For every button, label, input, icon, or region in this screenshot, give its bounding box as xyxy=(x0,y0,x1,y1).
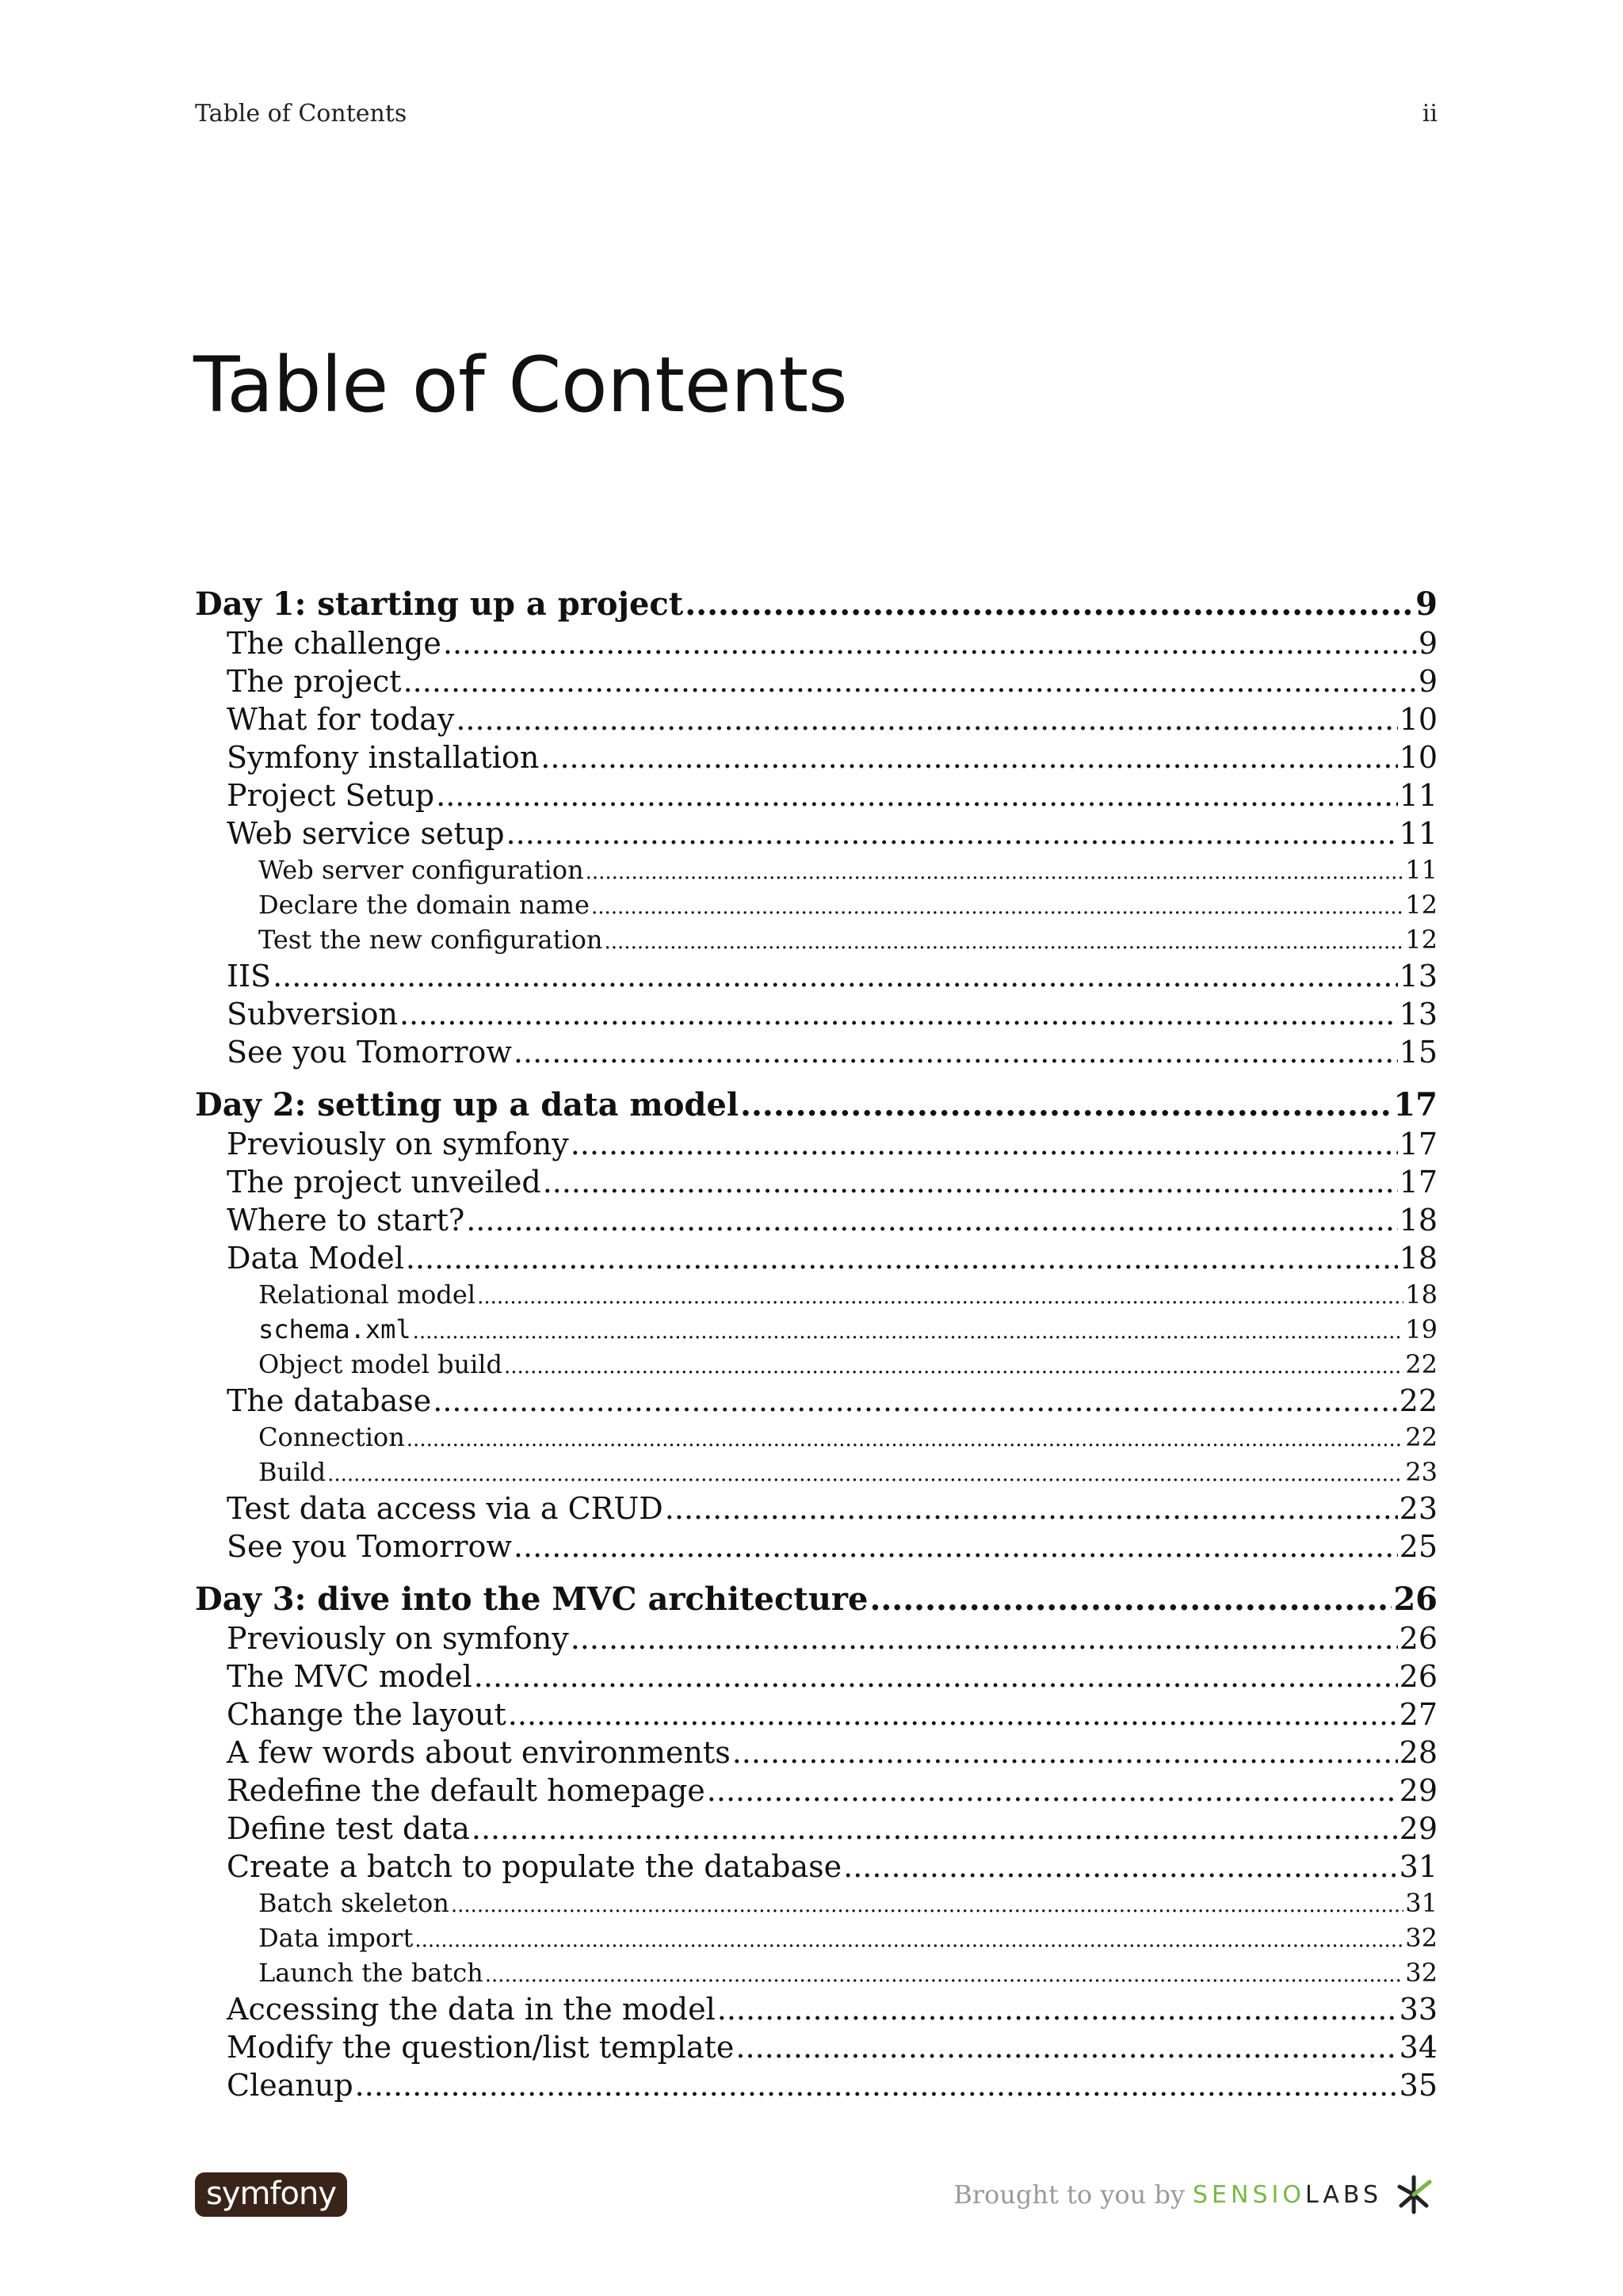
toc-section-entry[interactable] xyxy=(195,1489,1438,1527)
toc-entry-page: 17 xyxy=(1399,1165,1438,1199)
toc-entry-label: Subversion xyxy=(227,997,398,1032)
toc-dot-leader xyxy=(543,1163,1398,1201)
toc-entry-page: 32 xyxy=(1405,1923,1438,1953)
toc-dot-leader xyxy=(504,1349,1403,1382)
toc-section-entry[interactable] xyxy=(195,1990,1438,2028)
toc-section-entry[interactable] xyxy=(195,2066,1438,2104)
toc-entry-label: See you Tomorrow xyxy=(227,1529,512,1564)
toc-subsection-entry[interactable] xyxy=(195,1277,1438,1312)
toc-section-entry[interactable] xyxy=(195,1201,1438,1239)
toc-entry-label: Cleanup xyxy=(227,2068,353,2103)
toc-section-entry[interactable] xyxy=(195,662,1438,700)
toc-chapter-entry[interactable] xyxy=(195,1580,1438,1619)
toc-dot-leader xyxy=(514,1033,1398,1071)
toc-entry-page: 12 xyxy=(1405,925,1438,955)
toc-dot-leader xyxy=(571,1125,1398,1163)
toc-dot-leader xyxy=(843,1848,1398,1886)
toc-entry-page: 32 xyxy=(1405,1958,1438,1988)
toc-entry-page: 23 xyxy=(1399,1491,1438,1526)
toc-subsection-entry[interactable] xyxy=(195,1920,1438,1955)
toc-dot-leader xyxy=(540,738,1397,776)
toc-entry-page: 25 xyxy=(1399,1529,1438,1564)
toc-subsection-entry[interactable] xyxy=(195,1455,1438,1489)
toc-entry-page: 31 xyxy=(1405,1888,1438,1918)
toc-dot-leader xyxy=(414,1923,1403,1955)
toc-dot-leader xyxy=(466,1201,1397,1239)
toc-entry-page: 19 xyxy=(1405,1314,1438,1344)
toc-entry-label: A few words about environments xyxy=(227,1735,731,1770)
toc-entry-label: What for today xyxy=(227,702,455,737)
sensiolabs-logo-icon xyxy=(1390,2171,1438,2218)
toc-entry-page: 18 xyxy=(1405,1280,1438,1310)
toc-section-entry[interactable] xyxy=(195,1382,1438,1420)
toc-entry-page: 35 xyxy=(1399,2068,1438,2103)
toc-section-entry[interactable] xyxy=(195,1810,1438,1848)
toc-entry-page: 29 xyxy=(1399,1773,1438,1808)
toc-entry-page: 9 xyxy=(1418,664,1438,699)
toc-dot-leader xyxy=(485,1958,1404,1990)
toc-entry-label: Data Model xyxy=(227,1241,404,1276)
toc-entry-page: 13 xyxy=(1399,997,1438,1032)
toc-entry-label: Relational model xyxy=(258,1280,476,1310)
toc-dot-leader xyxy=(571,1619,1398,1657)
toc-entry-label: The MVC model xyxy=(227,1659,472,1694)
toc-section-entry[interactable] xyxy=(195,1848,1438,1886)
toc-entry-page: 9 xyxy=(1415,585,1438,623)
symfony-logo: symfony xyxy=(195,2172,347,2217)
toc-entry-page: 11 xyxy=(1399,816,1438,851)
toc-dot-leader xyxy=(451,1888,1403,1920)
toc-entry-label: Symfony installation xyxy=(227,740,540,775)
brand-part-labs: LABS xyxy=(1304,2180,1382,2209)
toc-entry-page: 9 xyxy=(1418,626,1438,661)
toc-entry-label: Previously on symfony xyxy=(227,1621,569,1656)
toc-section-entry[interactable] xyxy=(195,738,1438,776)
toc-dot-leader xyxy=(586,855,1404,887)
toc-section-entry[interactable] xyxy=(195,1125,1438,1163)
toc-entry-label: schema.xml xyxy=(258,1314,411,1344)
toc-entry-label: Object model build xyxy=(258,1349,503,1379)
toc-section-entry[interactable] xyxy=(195,624,1438,662)
toc-entry-label: Web service setup xyxy=(227,816,505,851)
toc-entry-label: Modify the question/list template xyxy=(227,2030,735,2065)
toc-entry-label: Previously on symfony xyxy=(227,1127,569,1161)
toc-entry-page: 17 xyxy=(1399,1127,1438,1161)
toc-section-entry[interactable] xyxy=(195,1695,1438,1733)
toc-entry-label: The database xyxy=(227,1383,432,1418)
toc-entry-page: 17 xyxy=(1393,1086,1438,1123)
toc-chapter-entry[interactable] xyxy=(195,585,1438,624)
toc-dot-leader xyxy=(406,1239,1398,1277)
toc-entry-page: 29 xyxy=(1399,1811,1438,1846)
toc-entry-page: 33 xyxy=(1399,1992,1438,2027)
toc-entry-label: Day 3: dive into the MVC architecture xyxy=(195,1581,869,1618)
toc-entry-label: Test the new configuration xyxy=(258,925,603,955)
table-of-contents xyxy=(195,585,1438,2104)
toc-section-entry[interactable] xyxy=(195,1527,1438,1566)
toc-entry-page: 26 xyxy=(1399,1621,1438,1656)
toc-chapter-entry[interactable] xyxy=(195,1085,1438,1125)
toc-entry-label: Create a batch to populate the database xyxy=(227,1849,842,1884)
toc-dot-leader xyxy=(665,1489,1398,1527)
running-header-title: Table of Contents xyxy=(195,100,407,128)
toc-entry-page: 11 xyxy=(1399,778,1438,813)
toc-dot-leader xyxy=(685,585,1414,624)
toc-subsection-entry[interactable] xyxy=(195,1347,1438,1382)
toc-entry-label: Declare the domain name xyxy=(258,890,590,920)
toc-section-entry[interactable] xyxy=(195,1733,1438,1772)
toc-entry-page: 26 xyxy=(1399,1659,1438,1694)
toc-entry-page: 15 xyxy=(1399,1035,1438,1070)
toc-entry-page: 18 xyxy=(1399,1241,1438,1276)
toc-entry-label: See you Tomorrow xyxy=(227,1035,512,1070)
toc-entry-page: 22 xyxy=(1399,1383,1438,1418)
toc-dot-leader xyxy=(456,700,1397,738)
toc-subsection-entry[interactable] xyxy=(195,922,1438,957)
toc-dot-leader xyxy=(717,1990,1398,2028)
toc-dot-leader xyxy=(433,1382,1397,1420)
toc-dot-leader xyxy=(514,1527,1398,1566)
toc-dot-leader xyxy=(436,776,1398,814)
toc-entry-page: 22 xyxy=(1405,1349,1438,1379)
toc-dot-leader xyxy=(474,1657,1398,1695)
toc-dot-leader xyxy=(869,1580,1392,1619)
page-title: Table of Contents xyxy=(193,341,848,429)
toc-entry-page: 11 xyxy=(1405,855,1438,885)
toc-entry-page: 34 xyxy=(1399,2030,1438,2065)
toc-dot-leader xyxy=(477,1280,1403,1312)
toc-subsection-entry[interactable] xyxy=(195,1886,1438,1920)
toc-entry-label: The project xyxy=(227,664,402,699)
page-number: ii xyxy=(1422,100,1438,128)
toc-entry-page: 26 xyxy=(1393,1581,1438,1618)
toc-entry-label: Define test data xyxy=(227,1811,470,1846)
toc-section-entry[interactable] xyxy=(195,2028,1438,2066)
toc-dot-leader xyxy=(443,624,1417,662)
toc-entry-page: 13 xyxy=(1399,959,1438,994)
toc-entry-label: Where to start? xyxy=(227,1203,465,1238)
toc-entry-label: Web server configuration xyxy=(258,855,584,885)
toc-section-entry[interactable] xyxy=(195,1657,1438,1695)
toc-entry-label: Day 1: starting up a project xyxy=(195,585,684,623)
toc-dot-leader xyxy=(413,1314,1404,1347)
toc-section-entry[interactable] xyxy=(195,1033,1438,1071)
toc-entry-page: 18 xyxy=(1399,1203,1438,1238)
toc-section-entry[interactable] xyxy=(195,814,1438,852)
toc-subsection-entry[interactable] xyxy=(195,1420,1438,1455)
toc-subsection-entry[interactable] xyxy=(195,887,1438,922)
toc-dot-leader xyxy=(740,1085,1392,1125)
running-header xyxy=(195,100,1438,128)
credit-text: Brought to you by xyxy=(953,2180,1186,2210)
toc-dot-leader xyxy=(399,995,1398,1033)
toc-entry-page: 22 xyxy=(1405,1422,1438,1452)
toc-entry-label: IIS xyxy=(227,959,272,994)
toc-entry-page: 28 xyxy=(1399,1735,1438,1770)
sensiolabs-wordmark xyxy=(1193,2181,1382,2209)
toc-entry-label: Build xyxy=(258,1457,327,1487)
toc-dot-leader xyxy=(355,2066,1398,2104)
toc-dot-leader xyxy=(472,1810,1398,1848)
toc-dot-leader xyxy=(403,662,1417,700)
toc-dot-leader xyxy=(605,925,1404,957)
toc-section-entry[interactable] xyxy=(195,1239,1438,1277)
toc-entry-label: Redefine the default homepage xyxy=(227,1773,705,1808)
toc-subsection-entry[interactable] xyxy=(195,1955,1438,1990)
toc-dot-leader xyxy=(506,814,1398,852)
toc-dot-leader xyxy=(707,1772,1398,1810)
toc-entry-label: Batch skeleton xyxy=(258,1888,449,1918)
toc-dot-leader xyxy=(327,1457,1403,1489)
toc-entry-label: Accessing the data in the model xyxy=(227,1992,716,2027)
brand-part-sensio: SENSIO xyxy=(1193,2180,1305,2209)
toc-entry-label: Day 2: setting up a data model xyxy=(195,1086,739,1123)
toc-entry-page: 31 xyxy=(1399,1849,1438,1884)
toc-dot-leader xyxy=(407,1422,1403,1455)
toc-section-entry[interactable] xyxy=(195,1163,1438,1201)
toc-section-entry[interactable] xyxy=(195,700,1438,738)
toc-dot-leader xyxy=(591,890,1403,922)
toc-entry-label: Data import xyxy=(258,1923,414,1953)
toc-entry-page: 12 xyxy=(1405,890,1438,920)
toc-dot-leader xyxy=(273,957,1398,995)
toc-section-entry[interactable] xyxy=(195,1619,1438,1657)
toc-section-entry[interactable] xyxy=(195,995,1438,1033)
toc-entry-label: The project unveiled xyxy=(227,1165,541,1199)
toc-entry-page: 27 xyxy=(1399,1697,1438,1732)
toc-section-entry[interactable] xyxy=(195,1772,1438,1810)
toc-dot-leader xyxy=(732,1733,1398,1772)
toc-entry-page: 23 xyxy=(1405,1457,1438,1487)
toc-section-entry[interactable] xyxy=(195,776,1438,814)
toc-entry-label: Test data access via a CRUD xyxy=(227,1491,663,1526)
toc-section-entry[interactable] xyxy=(195,957,1438,995)
toc-subsection-entry[interactable] xyxy=(195,1312,1438,1347)
footer-credit xyxy=(953,2171,1438,2218)
toc-entry-label: Connection xyxy=(258,1422,405,1452)
toc-dot-leader xyxy=(735,2028,1397,2066)
toc-entry-label: Change the layout xyxy=(227,1697,506,1732)
toc-entry-page: 10 xyxy=(1399,702,1438,737)
toc-entry-label: Project Setup xyxy=(227,778,435,813)
toc-entry-label: Launch the batch xyxy=(258,1958,483,1988)
toc-subsection-entry[interactable] xyxy=(195,852,1438,887)
toc-entry-label: The challenge xyxy=(227,626,441,661)
toc-entry-page: 10 xyxy=(1399,740,1438,775)
toc-dot-leader xyxy=(508,1695,1398,1733)
